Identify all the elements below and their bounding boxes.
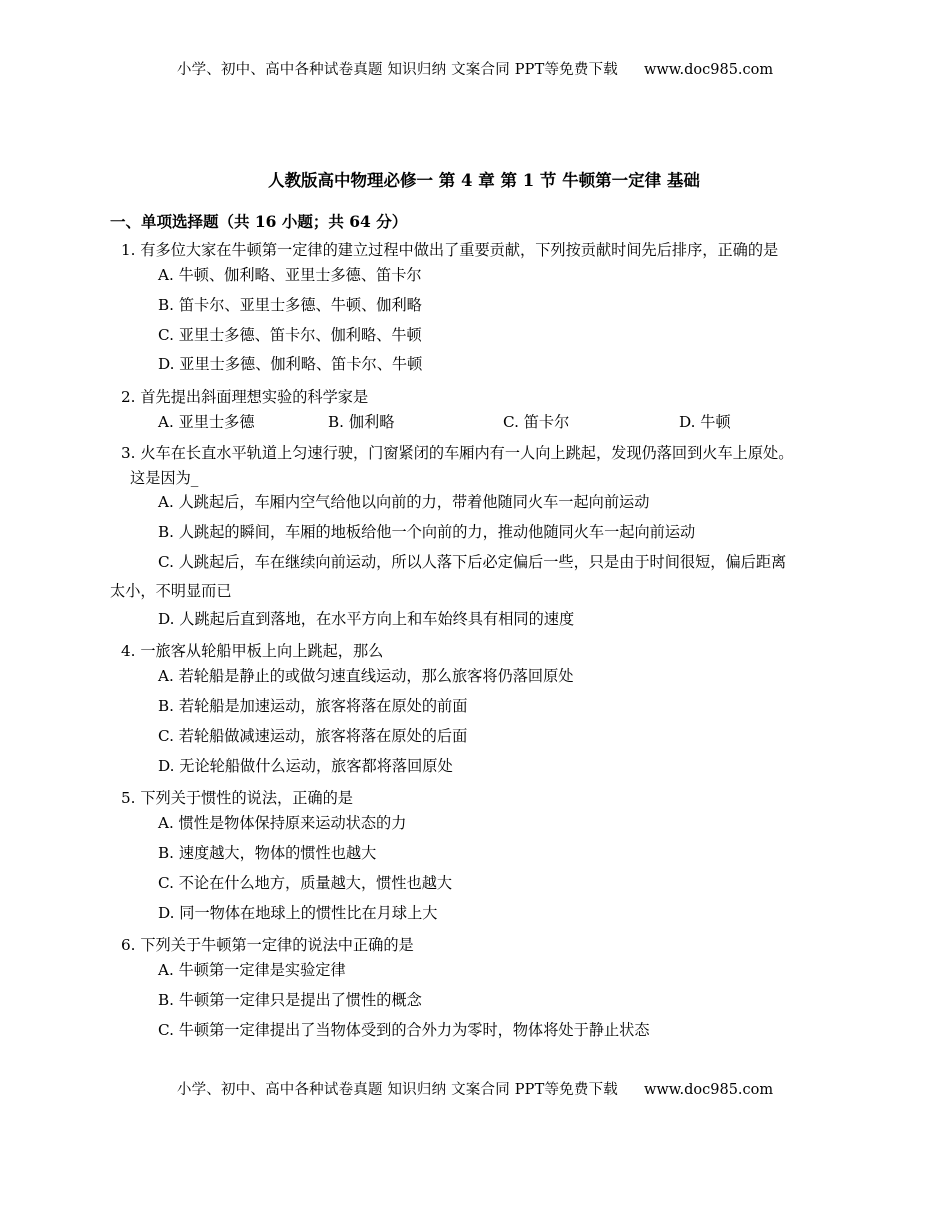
question-2-option-a: A. 亚里士多德	[158, 413, 255, 431]
page-header	[0, 58, 950, 79]
question-5-option-c: C. 不论在什么地方，质量越大，惯性也越大	[158, 874, 453, 892]
question-5-option-b: B. 速度越大，物体的惯性也越大	[158, 844, 377, 862]
question-3-option-d: D. 人跳起后直到落地，在水平方向上和车始终具有相同的速度	[158, 610, 575, 628]
question-6-stem: 6. 下列关于牛顿第一定律的说法中正确的是	[121, 936, 414, 954]
question-6-option-c: C. 牛顿第一定律提出了当物体受到的合外力为零时，物体将处于静止状态	[158, 1021, 650, 1039]
question-3-option-a: A. 人跳起后，车厢内空气给他以向前的力，带着他随同火车一起向前运动	[158, 493, 650, 511]
question-4-option-c: C. 若轮船做减速运动，旅客将落在原处的后面	[158, 727, 468, 745]
question-4-option-b: B. 若轮船是加速运动，旅客将落在原处的前面	[158, 697, 468, 715]
question-2-option-b: B. 伽利略	[328, 413, 395, 431]
question-2-option-c: C. 笛卡尔	[503, 413, 570, 431]
question-3-stem: 3. 火车在长直水平轨道上匀速行驶，门窗紧闭的车厢内有一人向上跳起，发现仍落回到火车上原处。	[121, 444, 794, 462]
question-4-stem: 4. 一旅客从轮船甲板上向上跳起，那么	[121, 642, 384, 660]
document-title: 人教版高中物理必修一 第 4 章 第 1 节 牛顿第一定律 基础	[268, 171, 700, 190]
header-url[interactable]: www.doc985.com	[643, 62, 774, 78]
question-1-option-c: C. 亚里士多德、笛卡尔、伽利略、牛顿	[158, 326, 422, 344]
question-3-option-c: C. 人跳起后，车在继续向前运动，所以人落下后必定偏后一些，只是由于时间很短，偏后距离	[158, 553, 787, 571]
question-1-option-b: B. 笛卡尔、亚里士多德、牛顿、伽利略	[158, 296, 422, 314]
question-6-option-a: A. 牛顿第一定律是实验定律	[158, 961, 346, 979]
question-3-option-b: B. 人跳起的瞬间，车厢的地板给他一个向前的力，推动他随同火车一起向前运动	[158, 523, 696, 541]
question-6-option-b: B. 牛顿第一定律只是提出了惯性的概念	[158, 991, 422, 1009]
question-1-stem: 1. 有多位大家在牛顿第一定律的建立过程中做出了重要贡献，下列按贡献时间先后排序，正确的是	[121, 241, 779, 259]
header-text: 小学、初中、高中各种试卷真题 知识归纳 文案合同 PPT等免费下载	[176, 62, 618, 78]
question-4-option-d: D. 无论轮船做什么运动，旅客都将落回原处	[158, 757, 453, 775]
question-4-option-a: A. 若轮船是静止的或做匀速直线运动，那么旅客将仍落回原处	[158, 667, 574, 685]
footer-url[interactable]: www.doc985.com	[643, 1082, 774, 1098]
question-2-stem: 2. 首先提出斜面理想实验的科学家是	[121, 388, 369, 406]
question-5-option-a: A. 惯性是物体保持原来运动状态的力	[158, 814, 407, 832]
question-5-option-d: D. 同一物体在地球上的惯性比在月球上大	[158, 904, 438, 922]
footer-text: 小学、初中、高中各种试卷真题 知识归纳 文案合同 PPT等免费下载	[176, 1082, 618, 1098]
question-2-option-d: D. 牛顿	[679, 413, 731, 431]
question-5-stem: 5. 下列关于惯性的说法，正确的是	[121, 789, 353, 807]
page-footer	[0, 1078, 950, 1099]
question-3-option-c-continued: 太小，不明显而已	[110, 582, 232, 600]
question-3-stem-continued: 这是因为_	[130, 469, 199, 487]
question-1-option-d: D. 亚里士多德、伽利略、笛卡尔、牛顿	[158, 355, 423, 373]
question-1-option-a: A. 牛顿、伽利略、亚里士多德、笛卡尔	[158, 266, 422, 284]
section-heading: 一、单项选择题（共 16 小题；共 64 分）	[110, 212, 408, 231]
